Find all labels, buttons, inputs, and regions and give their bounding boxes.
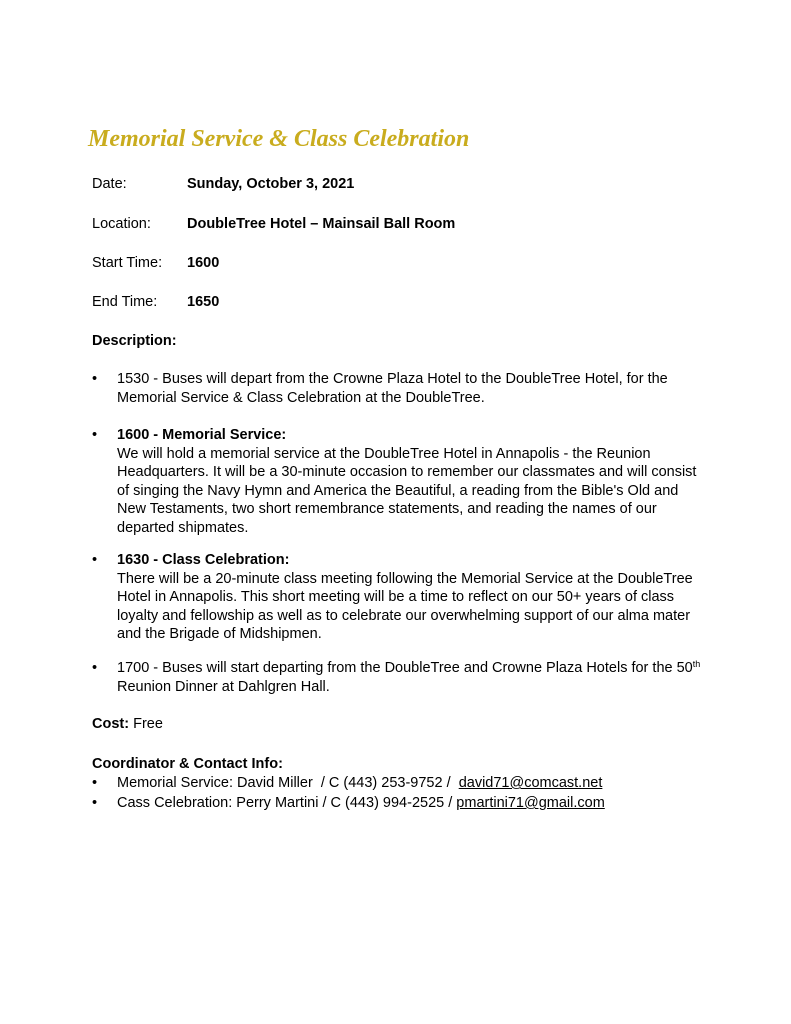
start-time-value: 1600 <box>187 255 220 271</box>
bullet-icon: • <box>92 795 98 811</box>
contact-text: Cass Celebration: Perry Martini / C (443) 994-2525 / <box>117 795 457 811</box>
start-time-label: Start Time: <box>92 255 163 271</box>
contact-item <box>92 795 605 811</box>
coordinator-label: Coordinator & Contact Info: <box>92 756 283 772</box>
description-label: Description: <box>92 333 177 349</box>
start-time-field <box>92 255 219 271</box>
location-field <box>92 216 455 232</box>
date-field <box>92 176 354 192</box>
list-item <box>92 551 702 644</box>
email-link[interactable]: david71@comcast.net <box>458 775 603 791</box>
list-item-text: There will be a 20-minute class meeting following the Memorial Service at the DoubleTree Hotel in Annapolis. This short meeting will be a time to reflect on our 50+ years of class loyalty and fellowship as well as to celebrate our overwhelming support of our alma mater and the Brigade of Midshipmen. <box>117 570 693 642</box>
list-item-heading: 1600 - Memorial Service: <box>117 427 287 443</box>
document-title: Memorial Service & Class Celebration <box>88 126 470 152</box>
bullet-icon: • <box>92 552 98 568</box>
end-time-label: End Time: <box>92 294 158 310</box>
cost-line <box>92 716 163 732</box>
cost-label: Cost: <box>92 716 130 732</box>
list-item-text <box>117 659 702 696</box>
cost-value: Free <box>129 716 163 732</box>
email-link[interactable]: pmartini71@gmail.com <box>456 795 605 811</box>
bullet-icon: • <box>92 775 98 791</box>
ordinal-suffix: th <box>692 659 701 669</box>
end-time-value: 1650 <box>187 294 220 310</box>
list-item <box>92 370 702 407</box>
bullet-icon: • <box>92 427 98 443</box>
list-item-heading: 1630 - Class Celebration: <box>117 552 290 568</box>
list-item <box>92 426 702 537</box>
list-item-text: 1530 - Buses will depart from the Crowne Plaza Hotel to the DoubleTree Hotel, for the Memorial Service & Class Celebration at the DoubleTree. <box>117 371 668 406</box>
bullet-icon: • <box>92 371 98 387</box>
list-item-text-part: 1700 - Buses will start departing from the DoubleTree and Crowne Plaza Hotels for the 50 <box>117 660 693 676</box>
date-value: Sunday, October 3, 2021 <box>187 176 355 192</box>
contact-item <box>92 775 602 791</box>
bullet-icon: • <box>92 660 98 676</box>
location-label: Location: <box>92 216 151 232</box>
list-item <box>92 659 702 696</box>
list-item-text-part: Reunion Dinner at Dahlgren Hall. <box>117 678 330 695</box>
end-time-field <box>92 294 219 310</box>
date-label: Date: <box>92 176 127 192</box>
location-value: DoubleTree Hotel – Mainsail Ball Room <box>187 216 456 232</box>
list-item-text: We will hold a memorial service at the DoubleTree Hotel in Annapolis - the Reunion Headquarters. It will be a 30-minute occasion to remember our classmates and will consist of singing the Navy Hymn and America the Beautiful, a reading from the Bible's Old and New Testaments, two short remembrance statements, and reading the names of our departed shipmates. <box>117 445 697 536</box>
contact-text: Memorial Service: David Miller / C (443) 253-9752 / <box>117 775 459 791</box>
